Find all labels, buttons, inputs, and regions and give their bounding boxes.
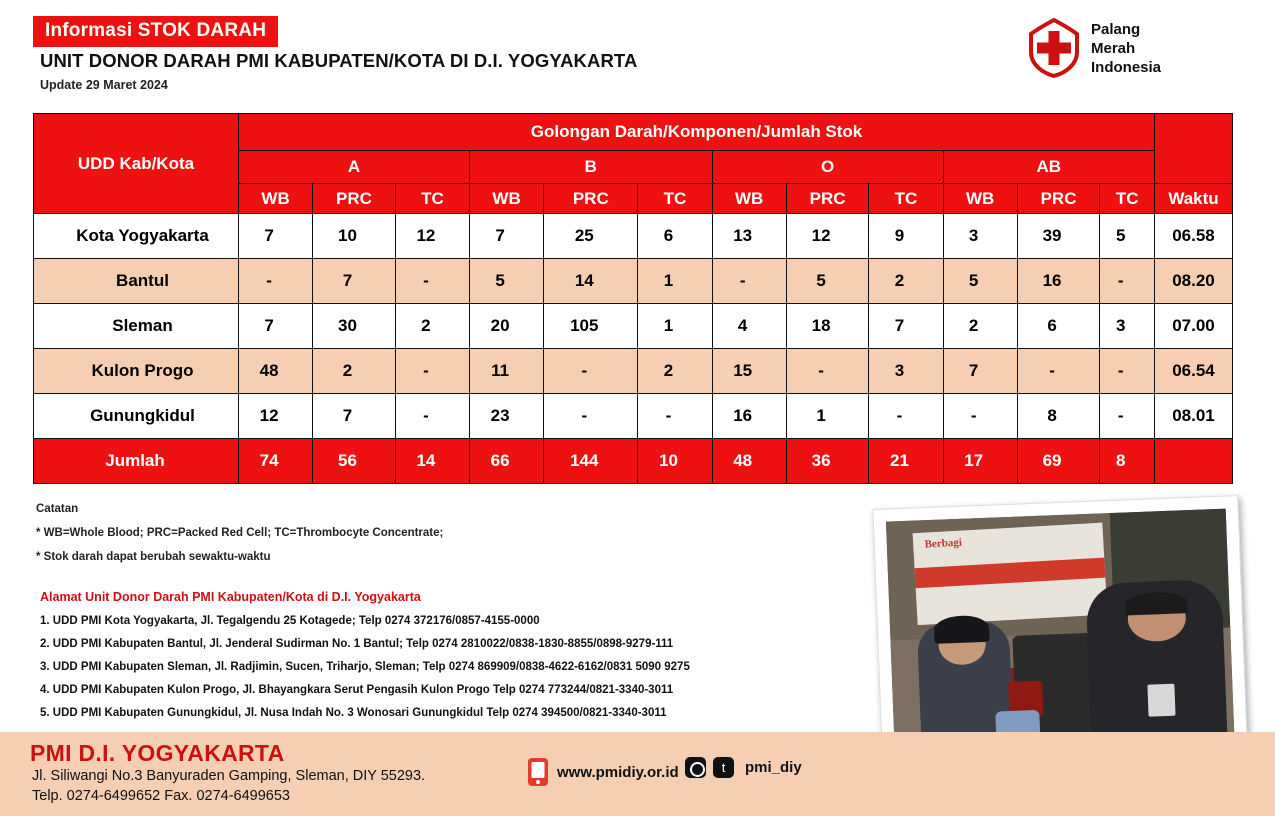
cell-value: 2: [638, 349, 712, 394]
cell-value: -: [943, 394, 1017, 439]
col-header-waktu-spacer: [1155, 114, 1233, 184]
col-header-group-b: B: [469, 151, 712, 184]
row-region: Kota Yogyakarta: [34, 214, 239, 259]
photo-banner: [913, 522, 1108, 624]
total-value: 21: [869, 439, 943, 484]
cell-value: 5: [1100, 214, 1155, 259]
col-header-udd: UDD Kab/Kota: [34, 114, 239, 214]
cell-value: 7: [943, 349, 1017, 394]
social-handle[interactable]: pmi_diy: [745, 759, 802, 776]
page-title-badge: Informasi STOK DARAH: [33, 16, 278, 47]
cell-value: 8: [1017, 394, 1100, 439]
table-head: [34, 114, 1233, 214]
footer-address: Jl. Siliwangi No.3 Banyuraden Gamping, Sleman, DIY 55293.: [32, 768, 426, 784]
address-item: 5. UDD PMI Kabupaten Gunungkidul, Jl. Nusa Indah No. 3 Wonosari Gunungkidul Telp 0274 394500/0821-3340-3011: [40, 707, 667, 719]
update-date: Update 29 Maret 2024: [40, 78, 168, 92]
footer-phone: Telp. 0274-6499652 Fax. 0274-6499653: [32, 788, 290, 804]
cell-value: -: [544, 394, 638, 439]
col-header-a-tc: TC: [395, 184, 469, 214]
cell-value: -: [869, 394, 943, 439]
table-row: [34, 304, 1233, 349]
row-time: 06.58: [1155, 214, 1233, 259]
cell-value: -: [786, 349, 869, 394]
cell-value: -: [395, 259, 469, 304]
cell-value: 39: [1017, 214, 1100, 259]
cell-value: 10: [313, 214, 396, 259]
cell-value: 16: [712, 394, 786, 439]
row-time: 07.00: [1155, 304, 1233, 349]
notes-line-1: * WB=Whole Blood; PRC=Packed Red Cell; TC=Thrombocyte Concentrate;: [36, 527, 444, 539]
cell-value: 6: [638, 214, 712, 259]
col-header-o-tc: TC: [869, 184, 943, 214]
total-value: 48: [712, 439, 786, 484]
logo-line-2: Merah: [1091, 40, 1136, 57]
col-header-o-wb: WB: [712, 184, 786, 214]
cell-value: 4: [712, 304, 786, 349]
cell-value: 23: [469, 394, 543, 439]
cell-value: 3: [869, 349, 943, 394]
twitter-icon[interactable]: t: [713, 757, 734, 778]
cell-value: 1: [638, 304, 712, 349]
cell-value: 18: [786, 304, 869, 349]
cell-value: 7: [313, 259, 396, 304]
cell-value: 11: [469, 349, 543, 394]
cell-value: 1: [638, 259, 712, 304]
footer-org-name: PMI D.I. YOGYAKARTA: [30, 740, 285, 766]
cell-value: 7: [239, 304, 313, 349]
page-subtitle: UNIT DONOR DARAH PMI KABUPATEN/KOTA DI D.I. YOGYAKARTA: [40, 50, 638, 71]
address-item: 2. UDD PMI Kabupaten Bantul, Jl. Jenderal Sudirman No. 1 Bantul; Telp 0274 2810022/0838-1830-8855/0898-9279-111: [40, 638, 674, 650]
social-block[interactable]: [685, 757, 802, 778]
cell-value: 3: [1100, 304, 1155, 349]
col-header-ab-wb: WB: [943, 184, 1017, 214]
website-block[interactable]: [527, 757, 679, 787]
row-time: 08.20: [1155, 259, 1233, 304]
address-block: [40, 590, 840, 730]
cell-value: 12: [786, 214, 869, 259]
col-header-waktu: Waktu: [1155, 184, 1233, 214]
mobile-phone-icon: [527, 757, 549, 787]
total-label: Jumlah: [34, 439, 239, 484]
cell-value: 2: [313, 349, 396, 394]
total-value: 66: [469, 439, 543, 484]
cell-value: 25: [544, 214, 638, 259]
cell-value: 105: [544, 304, 638, 349]
address-item: 1. UDD PMI Kota Yogyakarta, Jl. Tegalgendu 25 Kotagede; Telp 0274 372176/0857-4155-0000: [40, 615, 540, 627]
cell-value: 14: [544, 259, 638, 304]
table-row: [34, 214, 1233, 259]
logo-line-1: Palang: [1091, 21, 1141, 38]
cell-value: -: [712, 259, 786, 304]
notes-block: [36, 503, 836, 575]
cell-value: 16: [1017, 259, 1100, 304]
address-item: 4. UDD PMI Kabupaten Kulon Progo, Jl. Bhayangkara Serut Pengasih Kulon Progo Telp 0274 773244/0821-3340-3011: [40, 684, 674, 696]
notes-title: Catatan: [36, 503, 79, 515]
pmi-logo-text: [1091, 20, 1161, 77]
table-row: [34, 259, 1233, 304]
pmi-logo: [1025, 18, 1245, 80]
total-value: 36: [786, 439, 869, 484]
table-total-row: [34, 439, 1233, 484]
total-value: 74: [239, 439, 313, 484]
total-value: 56: [313, 439, 396, 484]
total-time: [1155, 439, 1233, 484]
photo-donor-badge: [1147, 683, 1175, 716]
col-header-group-ab: AB: [943, 151, 1154, 184]
cell-value: 1: [786, 394, 869, 439]
col-header-group-o: O: [712, 151, 943, 184]
photo-banner-stripe: [915, 557, 1106, 588]
cell-value: -: [544, 349, 638, 394]
cell-value: -: [1100, 349, 1155, 394]
red-cross-icon: [1025, 18, 1083, 78]
cell-value: 2: [395, 304, 469, 349]
row-time: 06.54: [1155, 349, 1233, 394]
total-value: 10: [638, 439, 712, 484]
cell-value: 30: [313, 304, 396, 349]
cell-value: -: [638, 394, 712, 439]
address-title: Alamat Unit Donor Darah PMI Kabupaten/Kota di D.I. Yogyakarta: [40, 590, 421, 604]
total-value: 69: [1017, 439, 1100, 484]
address-list: [40, 615, 840, 719]
cell-value: 5: [943, 259, 1017, 304]
row-region: Kulon Progo: [34, 349, 239, 394]
cell-value: 2: [943, 304, 1017, 349]
col-header-a-prc: PRC: [313, 184, 396, 214]
cell-value: 9: [869, 214, 943, 259]
cell-value: 2: [869, 259, 943, 304]
photo-donor-hair: [1125, 591, 1187, 615]
total-value: 8: [1100, 439, 1155, 484]
row-time: 08.01: [1155, 394, 1233, 439]
cell-value: 3: [943, 214, 1017, 259]
cell-value: 5: [786, 259, 869, 304]
header-row-1: [34, 114, 1233, 151]
row-region: Sleman: [34, 304, 239, 349]
cell-value: 12: [395, 214, 469, 259]
cell-value: 13: [712, 214, 786, 259]
cell-value: -: [395, 349, 469, 394]
table-row: [34, 349, 1233, 394]
notes-line-2: * Stok darah dapat berubah sewaktu-waktu: [36, 551, 271, 563]
col-header-group-main: Golongan Darah/Komponen/Jumlah Stok: [239, 114, 1155, 151]
cell-value: 6: [1017, 304, 1100, 349]
col-header-a-wb: WB: [239, 184, 313, 214]
row-region: Gunungkidul: [34, 394, 239, 439]
col-header-b-prc: PRC: [544, 184, 638, 214]
cell-value: -: [1100, 394, 1155, 439]
cell-value: 7: [313, 394, 396, 439]
cell-value: -: [239, 259, 313, 304]
total-value: 17: [943, 439, 1017, 484]
col-header-ab-prc: PRC: [1017, 184, 1100, 214]
col-header-group-a: A: [239, 151, 470, 184]
cell-value: -: [395, 394, 469, 439]
total-value: 14: [395, 439, 469, 484]
logo-line-3: Indonesia: [1091, 59, 1162, 76]
col-header-o-prc: PRC: [786, 184, 869, 214]
cell-value: 5: [469, 259, 543, 304]
table-row: [34, 394, 1233, 439]
col-header-ab-tc: TC: [1100, 184, 1155, 214]
instagram-icon[interactable]: [685, 757, 706, 778]
cell-value: 20: [469, 304, 543, 349]
photo-banner-text: Berbagi: [924, 535, 963, 550]
total-value: 144: [544, 439, 638, 484]
table-body: [34, 214, 1233, 484]
cell-value: -: [1100, 259, 1155, 304]
blood-stock-table: [33, 113, 1233, 484]
cell-value: 12: [239, 394, 313, 439]
cell-value: -: [1017, 349, 1100, 394]
cell-value: 7: [239, 214, 313, 259]
website-url[interactable]: www.pmidiy.or.id: [557, 763, 679, 781]
address-item: 3. UDD PMI Kabupaten Sleman, Jl. Radjimin, Sucen, Triharjo, Sleman; Telp 0274 869909/0838-4622-6162/0831 5090 9275: [40, 661, 690, 673]
col-header-b-tc: TC: [638, 184, 712, 214]
row-region: Bantul: [34, 259, 239, 304]
page-header: [0, 0, 1275, 105]
cell-value: 7: [469, 214, 543, 259]
cell-value: 48: [239, 349, 313, 394]
cell-value: 15: [712, 349, 786, 394]
photo-nurse-hair: [934, 615, 989, 644]
col-header-b-wb: WB: [469, 184, 543, 214]
cell-value: 7: [869, 304, 943, 349]
